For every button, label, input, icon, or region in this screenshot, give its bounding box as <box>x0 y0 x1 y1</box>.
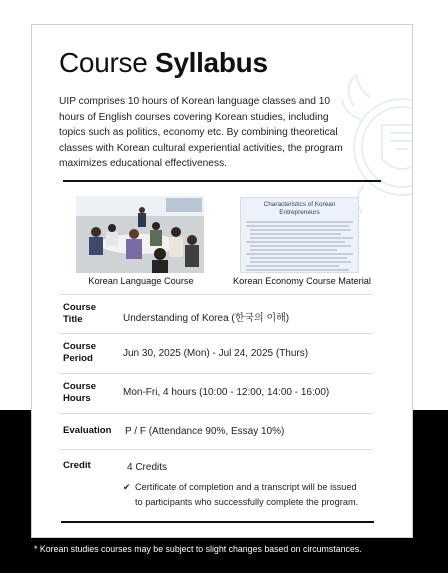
row-label-credit: Credit <box>63 460 91 471</box>
photo-caption-economy: Korean Economy Course Material <box>233 276 371 286</box>
title-bold: Syllabus <box>154 47 268 78</box>
table-divider <box>59 413 373 414</box>
table-divider <box>59 449 373 450</box>
row-value-credit: 4 Credits <box>127 462 168 473</box>
course-material-document-image <box>240 197 359 273</box>
footnote: * Korean studies courses may be subject to slight changes based on circumstances. <box>34 544 362 554</box>
table-divider <box>59 294 373 295</box>
document-text-lines <box>241 220 359 273</box>
intro-paragraph: UIP comprises 10 hours of Korean language classes and 10 hours of English courses covering Korean studies, including topics such as politics, economy etc. By combining theoretical classes with Korean cultural experiential activities, the program maximizes educational effectiveness. <box>59 96 343 170</box>
top-divider <box>63 180 381 182</box>
credit-note-line-1: Certificate of completion and a transcript will be issued <box>135 482 357 492</box>
bottom-divider <box>61 521 374 523</box>
row-value-course-period: Jun 30, 2025 (Mon) - Jul 24, 2025 (Thurs) <box>123 348 309 359</box>
row-label-evaluation: Evaluation <box>63 425 112 436</box>
photo-caption-language: Korean Language Course <box>88 276 194 286</box>
row-label-course-title: Course Title <box>63 302 97 325</box>
row-label-course-period: Course Period <box>63 341 97 364</box>
credit-certificate-note <box>123 480 358 510</box>
document-title: Characteristics of Korean Entrepreneurs <box>263 201 336 216</box>
check-mark-icon: ✔ <box>123 482 131 492</box>
table-divider <box>59 373 373 374</box>
row-value-course-title: Understanding of Korea (한국의 이해) <box>123 313 290 324</box>
row-label-course-hours: Course Hours <box>63 381 97 404</box>
credit-note-line-2: to participants who successfully complete the program. <box>135 497 359 507</box>
row-value-evaluation: P / F (Attendance 90%, Essay 10%) <box>125 426 285 437</box>
table-divider <box>59 333 373 334</box>
page-title <box>59 47 268 79</box>
title-regular: Course <box>59 47 148 78</box>
korean-language-course-photo <box>76 196 204 273</box>
row-value-course-hours: Mon-Fri, 4 hours (10:00 - 12:00, 14:00 - 16:00) <box>123 387 330 398</box>
syllabus-card <box>31 24 413 538</box>
